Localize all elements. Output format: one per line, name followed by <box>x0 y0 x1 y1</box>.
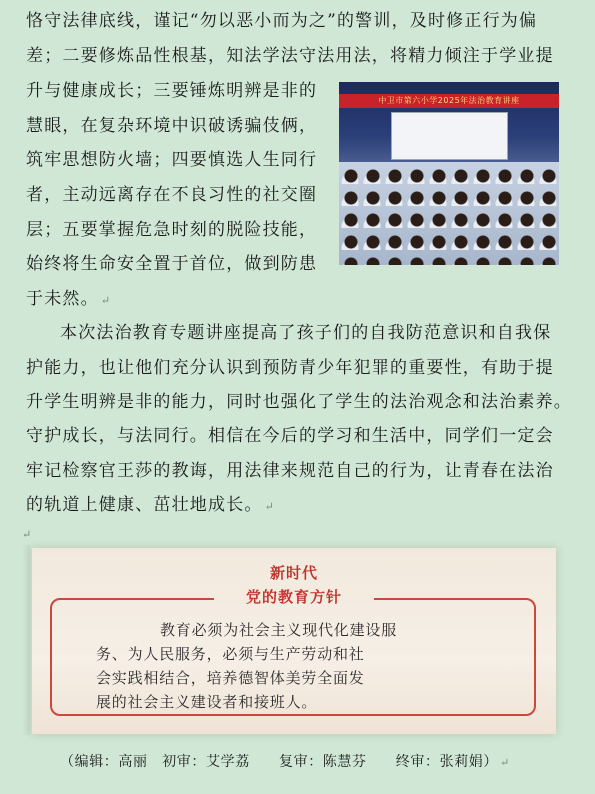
education-policy-card <box>32 548 556 734</box>
article-line: 升与健康成长；三要锤炼明辨是非的 <box>26 81 318 101</box>
card-body <box>96 618 536 714</box>
article-line: 筑牢思想防火墙；四要慎选人生同行 <box>26 150 318 170</box>
article-line: 差；二要修炼品性根基，知法学法守法用法，将精力倾注于学业提 <box>26 46 554 66</box>
article-line: 升学生明辨是非的能力，同时也强化了学生的法治观念和法治素养。 <box>26 392 572 412</box>
photo-banner: 中卫市第六小学2025年法治教育讲座 <box>339 94 559 108</box>
projection-screen <box>391 112 508 160</box>
divider <box>22 545 30 735</box>
paragraph-mark: ↵ <box>100 294 112 307</box>
student-audience <box>339 162 559 265</box>
card-body-line: 展的社会主义建设者和接班人。 <box>96 693 318 711</box>
article-line: 者，主动远离存在不良习性的社交圈 <box>26 185 318 205</box>
editor-credits: （编辑：高丽 初审：艾学荔 复审：陈慧芬 终审：张莉娟） ↵ <box>60 754 510 770</box>
article-line: 护能力，也让他们充分认识到预防青少年犯罪的重要性，有助于提 <box>26 358 554 378</box>
card-body-line: 教育必须为社会主义现代化建设服 <box>160 621 398 639</box>
article-line: 守护成长，与法同行。相信在今后的学习和生活中，同学们一定会 <box>26 426 554 446</box>
article-line: 始终将生命安全置于首位，做到防患 <box>26 254 318 274</box>
article-line: 层；五要掌握危急时刻的脱险技能， <box>26 220 318 240</box>
article-line: 牢记检察官王莎的教诲，用法律来规范自己的行为，让青春在法治 <box>26 461 554 481</box>
article-line: 于未然。 ↵ <box>26 289 112 309</box>
card-title-line2: 党的教育方针 <box>245 588 342 606</box>
article-line: 的轨道上健康、茁壮地成长。 ↵ <box>26 495 276 515</box>
paragraph-mark: ↵ <box>500 756 510 769</box>
card-body-line: 务、为人民服务，必须与生产劳动和社 <box>96 645 365 663</box>
lecture-photo <box>339 82 559 265</box>
card-body-line: 会实践相结合，培养德智体美劳全面发 <box>96 669 365 687</box>
article-line: 本次法治教育专题讲座提高了孩子们的自我防范意识和自我保 <box>60 323 552 343</box>
article-line: 恪守法律底线，谨记“勿以恶小而为之”的警训，及时修正行为偏 <box>26 11 538 31</box>
article-line: 慧眼，在复杂环境中识破诱骗伎俩， <box>26 116 318 136</box>
paragraph-mark: ↵ <box>264 500 276 513</box>
card-title-line1: 新时代 <box>269 564 318 582</box>
paragraph-mark: ↵ <box>22 528 32 541</box>
